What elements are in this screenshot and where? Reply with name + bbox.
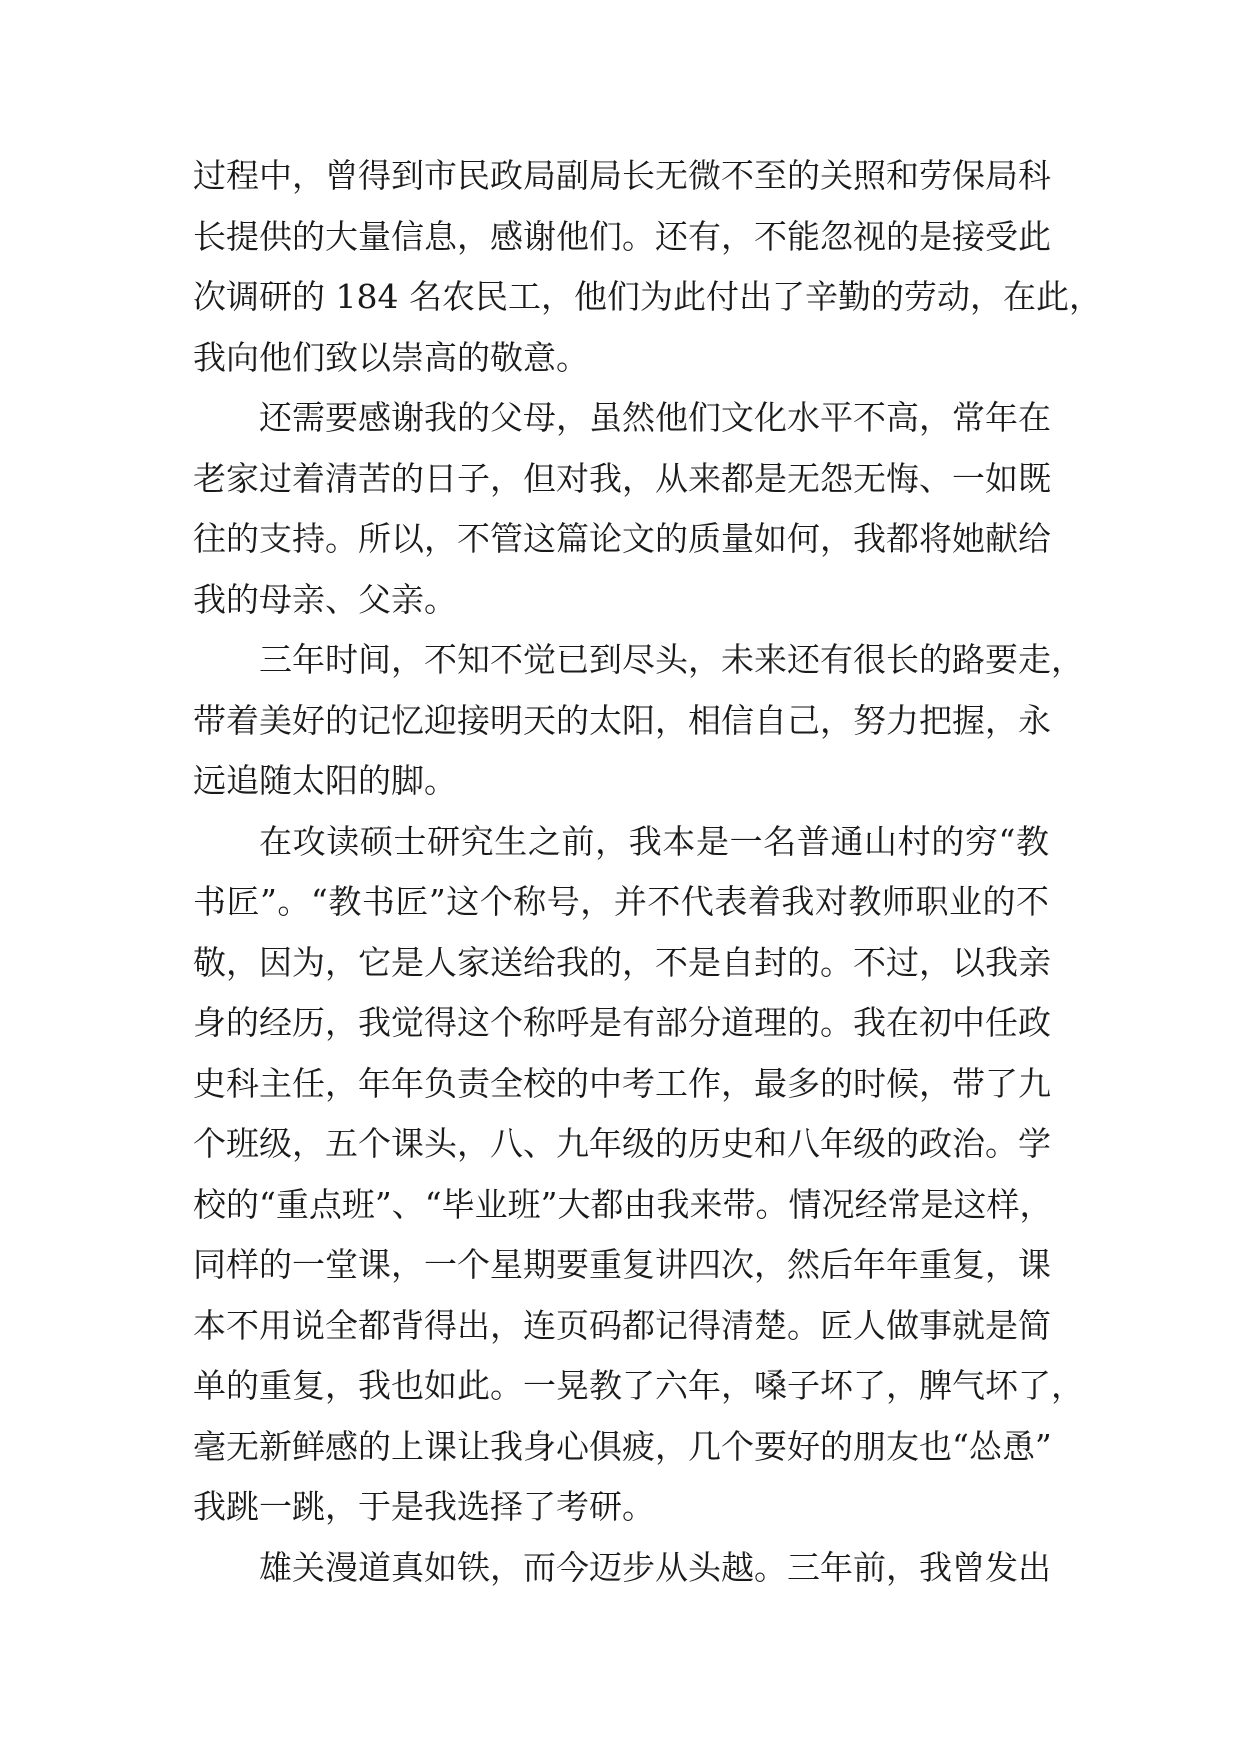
text-line: 三年时间，不知不觉已到尽头，未来还有很长的路要走，	[259, 640, 1084, 679]
body-text	[193, 146, 1102, 1598]
text-line: 单的重复，我也如此。一晃教了六年，嗓子坏了，脾气坏了，	[193, 1366, 1084, 1405]
text-line: 还需要感谢我的父母，虽然他们文化水平不高，常年在	[259, 398, 1051, 437]
text-line: 我跳一跳，于是我选择了考研。	[193, 1487, 655, 1526]
text-line: 身的经历，我觉得这个称呼是有部分道理的。我在初中任政	[193, 1003, 1051, 1042]
text-line: 往的支持。所以，不管这篇论文的质量如何，我都将她献给	[193, 519, 1051, 558]
text-line: 过程中，曾得到市民政局副局长无微不至的关照和劳保局科	[193, 156, 1051, 195]
text-line: 带着美好的记忆迎接明天的太阳，相信自己，努力把握，永	[193, 700, 1051, 740]
text-line: 长提供的大量信息，感谢他们。还有，不能忽视的是接受此	[193, 216, 1051, 256]
text-line: 次调研的 184 名农民工，他们为此付出了辛勤的劳动，在此，	[193, 277, 1102, 316]
text-line: 校的“重点班”、“毕业班”大都由我来带。情况经常是这样，	[193, 1184, 1053, 1224]
text-line: 雄关漫道真如铁，而今迈步从头越。三年前，我曾发出	[259, 1547, 1051, 1587]
text-line: 个班级，五个课头，八、九年级的历史和八年级的政治。学	[193, 1124, 1051, 1163]
text-line: 敬，因为，它是人家送给我的，不是自封的。不过，以我亲	[193, 942, 1051, 982]
text-line: 我的母亲、父亲。	[193, 579, 457, 619]
text-line: 本不用说全都背得出，连页码都记得清楚。匠人做事就是简	[193, 1305, 1051, 1345]
text-line: 毫无新鲜感的上课让我身心俱疲，几个要好的朋友也“怂恿”	[193, 1426, 1052, 1466]
text-line: 远追随太阳的脚。	[193, 761, 457, 800]
text-line: 同样的一堂课，一个星期要重复讲四次，然后年年重复，课	[193, 1245, 1051, 1284]
text-line: 史科主任，年年负责全校的中考工作，最多的时候，带了九	[193, 1063, 1051, 1103]
text-line: 老家过着清苦的日子，但对我，从来都是无怨无悔、一如既	[193, 458, 1051, 498]
text-line: 我向他们致以崇高的敬意。	[193, 337, 589, 377]
text-line: 在攻读硕士研究生之前，我本是一名普通山村的穷“教	[259, 821, 1049, 861]
text-line: 书匠”。“教书匠”这个称号，并不代表着我对教师职业的不	[193, 882, 1049, 921]
